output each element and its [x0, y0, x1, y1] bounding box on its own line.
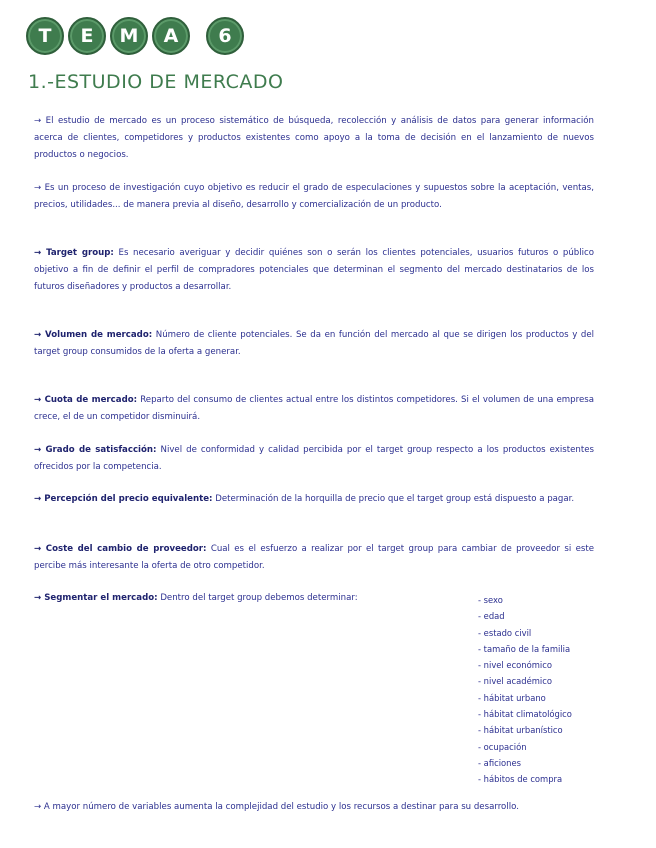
- paragraph-text: → El estudio de mercado es un proceso sistemático de búsqueda, recolección y análisis de datos para generar información acerca de clientes, competidores y productos existentes como apoyo a la toma de decisión en el lanzamiento de nuevos productos o negocios.: [34, 116, 594, 160]
- paragraph-objective: [34, 180, 594, 214]
- list-item: - hábitat urbanístico: [478, 725, 563, 736]
- paragraph-text: Es necesario averiguar y decidir quiénes son o serán los clientes potenciales, usuarios futuros o público objetivo a fin de definir el perfil de compradores potenciales que determinan el segmento del mercado destinatarios de los futuros diseñadores y productos a desarrollar.: [34, 248, 594, 292]
- paragraph-term: → Segmentar el mercado:: [34, 593, 158, 603]
- list-item: - tamaño de la familia: [478, 643, 571, 654]
- paragraph-term: → Percepción del precio equivalente:: [34, 494, 213, 504]
- paragraph-price-perception: [34, 491, 594, 508]
- list-item: - hábitat climatológico: [478, 709, 572, 720]
- paragraph-text: Dentro del target group debemos determinar:: [160, 593, 358, 603]
- section-title: 1.-ESTUDIO DE MERCADO: [28, 71, 284, 93]
- paragraph-target-group: [34, 245, 594, 296]
- paragraph-switching-cost: [34, 541, 594, 575]
- list-item: - sexo: [478, 595, 503, 605]
- paragraph-term: → Grado de satisfacción:: [34, 445, 157, 455]
- paragraph-variables-complexity: [34, 799, 594, 816]
- list-item: - hábitat urbano: [478, 692, 546, 703]
- list-item: - nivel académico: [478, 676, 552, 687]
- list-item: - estado civil: [478, 627, 532, 638]
- paragraph-text: Cual es el esfuerzo a realizar por el target group para cambiar de proveedor si este percibe más interesante la oferta de otro competidor.: [34, 544, 594, 571]
- segmentation-variables-list: [478, 592, 638, 788]
- paragraph-term: → Cuota de mercado:: [34, 395, 138, 405]
- paragraph-term: → Volumen de mercado:: [34, 330, 153, 340]
- paragraph-definition: [34, 113, 594, 164]
- paragraph-text: Determinación de la horquilla de precio que el target group está dispuesto a pagar.: [215, 494, 575, 504]
- paragraph-market-share: [34, 392, 594, 426]
- paragraph-term: → Coste del cambio de proveedor:: [34, 544, 207, 554]
- paragraph-market-volume: [34, 327, 594, 361]
- title-letter-bubble: T: [26, 17, 64, 55]
- paragraph-text: Nivel de conformidad y calidad percibida por el target group respecto a los productos existentes ofrecidos por la competencia.: [34, 445, 594, 472]
- title-letter-bubble: A: [152, 17, 190, 55]
- paragraph-term: → Target group:: [34, 248, 114, 258]
- list-item: - edad: [478, 611, 505, 622]
- list-item: - ocupación: [478, 741, 527, 752]
- paragraph-text: Número de cliente potenciales. Se da en función del mercado al que se dirigen los productos y del target group consumidos de la oferta a generar.: [34, 330, 594, 357]
- list-item: - hábitos de compra: [478, 774, 563, 785]
- paragraph-text: → A mayor número de variables aumenta la complejidad del estudio y los recursos a destinar para su desarrollo.: [34, 802, 519, 812]
- list-item: - nivel económico: [478, 660, 552, 671]
- paragraph-segmentation: [34, 590, 474, 607]
- list-item: - aficiones: [478, 757, 521, 768]
- paragraph-text: → Es un proceso de investigación cuyo objetivo es reducir el grado de especulaciones y supuestos sobre la aceptación, ventas, precios, utilidades... de manera previa al diseño, desarrollo y comercialización de un producto.: [34, 183, 594, 210]
- paragraph-satisfaction: [34, 442, 594, 476]
- title-number-bubble: 6: [206, 17, 244, 55]
- topic-title: [26, 17, 244, 55]
- paragraph-text: Reparto del consumo de clientes actual entre los distintos competidores. Si el volumen de una empresa crece, el de un competidor disminuirá.: [34, 395, 594, 422]
- title-letter-bubble: M: [110, 17, 148, 55]
- title-letter-bubble: E: [68, 17, 106, 55]
